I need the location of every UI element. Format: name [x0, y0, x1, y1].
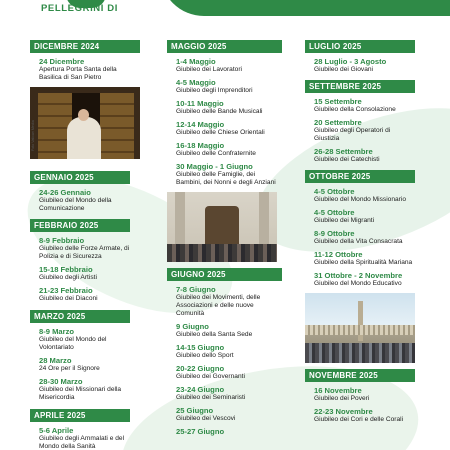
event-item: [39, 377, 140, 402]
event-item: [39, 188, 140, 213]
event-description: Giubileo dei Seminaristi: [176, 394, 246, 401]
event-date: 7-8 Giugno: [176, 285, 216, 294]
event-description: Giubileo dei Migranti: [314, 217, 375, 224]
event-item: [314, 407, 415, 424]
event-item: [39, 327, 140, 352]
event-item: [314, 250, 415, 267]
event-date: 30 Maggio - 1 Giugno: [176, 162, 253, 171]
month-header: MAGGIO 2025: [167, 40, 282, 53]
event-date: 23-24 Giugno: [176, 385, 225, 394]
event-date: 31 Ottobre - 2 Novembre: [314, 271, 403, 280]
event-description: Giubileo dei Poveri: [314, 395, 370, 402]
event-date: 25 Giugno: [176, 406, 214, 415]
header-subtitle: PELLEGRINI DI: [41, 3, 118, 14]
photo-holy-door: [30, 87, 140, 159]
event-item: [176, 364, 282, 381]
event-description: Giubileo delle Forze Armate, di Polizia e di Sicurezza: [39, 245, 130, 260]
event-date: 4-5 Maggio: [176, 78, 216, 87]
event-description: Giubileo dei Catechisti: [314, 156, 380, 163]
event-description: Giubileo dei Cori e delle Corali: [314, 416, 404, 423]
event-date: 4-5 Ottobre: [314, 187, 355, 196]
month-block-dicembre: [30, 40, 140, 159]
month-block-luglio: [305, 40, 415, 74]
event-description: Giubileo dei Lavoratori: [176, 66, 242, 73]
month-block-novembre: [305, 369, 415, 424]
event-description: Giubileo dei Giovani: [314, 66, 374, 73]
event-item: [39, 286, 140, 303]
event-description: Apertura Porta Santa della Basilica di San Pietro: [39, 66, 117, 81]
event-description: Giubileo della Vita Consacrata: [314, 238, 403, 245]
event-description: Giubileo delle Bande Musicali: [176, 108, 263, 115]
event-item: [39, 236, 140, 261]
event-date: 12-14 Maggio: [176, 120, 225, 129]
event-description: Giubileo delle Famiglie, dei Bambini, dei Nonni e degli Anziani: [176, 171, 276, 186]
event-date: 1-4 Maggio: [176, 57, 216, 66]
event-item: [314, 208, 415, 225]
event-description: Giubileo dello Sport: [176, 352, 234, 359]
event-date: 14-15 Giugno: [176, 343, 225, 352]
event-description: 24 Ore per il Signore: [39, 365, 100, 372]
photo-saint-peters-square: [305, 293, 415, 363]
event-date: 21-23 Febbraio: [39, 286, 93, 295]
event-item: [39, 356, 140, 373]
month-header: LUGLIO 2025: [305, 40, 415, 53]
event-description: Giubileo della Consolazione: [314, 106, 396, 113]
event-date: 20-22 Giugno: [176, 364, 225, 373]
event-date: 16 Novembre: [314, 386, 362, 395]
event-item: [176, 99, 282, 116]
event-item: [176, 322, 282, 339]
month-header: GIUGNO 2025: [167, 268, 282, 281]
event-item: [314, 118, 415, 143]
photo-basilica-entrance: [167, 192, 277, 262]
event-date: 28 Luglio - 3 Agosto: [314, 57, 387, 66]
event-item: [314, 187, 415, 204]
month-block-marzo: [30, 310, 140, 402]
event-date: 22-23 Novembre: [314, 407, 373, 416]
event-description: Giubileo del Mondo del Volontariato: [39, 336, 107, 351]
event-item: [39, 57, 140, 82]
event-date: 8-9 Ottobre: [314, 229, 355, 238]
month-header: DICEMBRE 2024: [30, 40, 140, 53]
event-description: Giubileo delle Chiese Orientali: [176, 129, 265, 136]
event-description: Giubileo della Santa Sede: [176, 331, 253, 338]
event-item: [176, 427, 282, 436]
event-date: 24 Dicembre: [39, 57, 85, 66]
event-description: Giubileo degli Artisti: [39, 274, 97, 281]
event-item: [176, 141, 282, 158]
event-description: Giubileo dei Movimenti, delle Associazioni e delle nuove Comunità: [176, 294, 261, 317]
month-header: GENNAIO 2025: [30, 171, 130, 184]
event-date: 5-6 Aprile: [39, 426, 74, 435]
event-item: [314, 147, 415, 164]
event-description: Giubileo della Spiritualità Mariana: [314, 259, 413, 266]
event-date: 28-30 Marzo: [39, 377, 83, 386]
event-date: 20 Settembre: [314, 118, 362, 127]
event-date: 24-26 Gennaio: [39, 188, 91, 197]
calendar-column-2: [167, 40, 282, 436]
event-date: 4-5 Ottobre: [314, 208, 355, 217]
event-date: 8-9 Marzo: [39, 327, 75, 336]
event-item: [314, 271, 415, 288]
event-item: [176, 162, 282, 187]
month-block-settembre: [305, 80, 415, 164]
month-header: APRILE 2025: [30, 409, 130, 422]
month-block-aprile: [30, 409, 140, 450]
event-description: Giubileo del Mondo Missionario: [314, 196, 406, 203]
event-item: [176, 385, 282, 402]
event-date: 26-28 Settembre: [314, 147, 373, 156]
event-date: 10-11 Maggio: [176, 99, 224, 108]
event-date: 16-18 Maggio: [176, 141, 225, 150]
event-date: 15 Settembre: [314, 97, 362, 106]
event-description: Giubileo dei Vescovi: [176, 415, 236, 422]
header-arc-decoration: [160, 0, 450, 16]
month-block-febbraio: [30, 219, 140, 303]
month-header: OTTOBRE 2025: [305, 170, 415, 183]
event-item: [176, 343, 282, 360]
month-header: MARZO 2025: [30, 310, 130, 323]
month-block-maggio: [167, 40, 282, 262]
calendar-column-3: [305, 40, 415, 424]
event-description: Giubileo dei Missionari della Misericordia: [39, 386, 122, 401]
event-item: [176, 406, 282, 423]
event-item: [314, 97, 415, 114]
event-item: [176, 120, 282, 137]
calendar-column-1: [30, 40, 140, 450]
event-item: [176, 57, 282, 74]
event-date: 28 Marzo: [39, 356, 72, 365]
event-date: 11-12 Ottobre: [314, 250, 363, 259]
month-header: FEBBRAIO 2025: [30, 219, 130, 232]
event-description: Giubileo degli Imprenditori: [176, 87, 253, 94]
event-item: [314, 386, 415, 403]
event-description: Giubileo dei Governanti: [176, 373, 245, 380]
month-block-giugno: [167, 268, 282, 436]
event-date: 9 Giugno: [176, 322, 209, 331]
event-item: [314, 57, 415, 74]
event-item: [39, 426, 140, 450]
event-item: [39, 265, 140, 282]
month-block-gennaio: [30, 171, 140, 213]
month-header: NOVEMBRE 2025: [305, 369, 415, 382]
event-description: Giubileo dei Diaconi: [39, 295, 98, 302]
event-date: 25-27 Giugno: [176, 427, 225, 436]
event-item: [176, 285, 282, 318]
month-block-ottobre: [305, 170, 415, 363]
event-item: [314, 229, 415, 246]
event-date: 8-9 Febbraio: [39, 236, 85, 245]
event-description: Giubileo del Mondo della Comunicazione: [39, 197, 112, 212]
event-description: Giubileo degli Operatori di Giustizia: [314, 127, 391, 142]
event-description: Giubileo degli Ammalati e del Mondo della Sanità: [39, 435, 125, 450]
event-description: Giubileo delle Confraternite: [176, 150, 256, 157]
event-date: 15-18 Febbraio: [39, 265, 93, 274]
event-description: Giubileo del Mondo Educativo: [314, 280, 402, 287]
photo-credit: Foto Vatican Media: [31, 120, 35, 151]
month-header: SETTEMBRE 2025: [305, 80, 415, 93]
event-item: [176, 78, 282, 95]
